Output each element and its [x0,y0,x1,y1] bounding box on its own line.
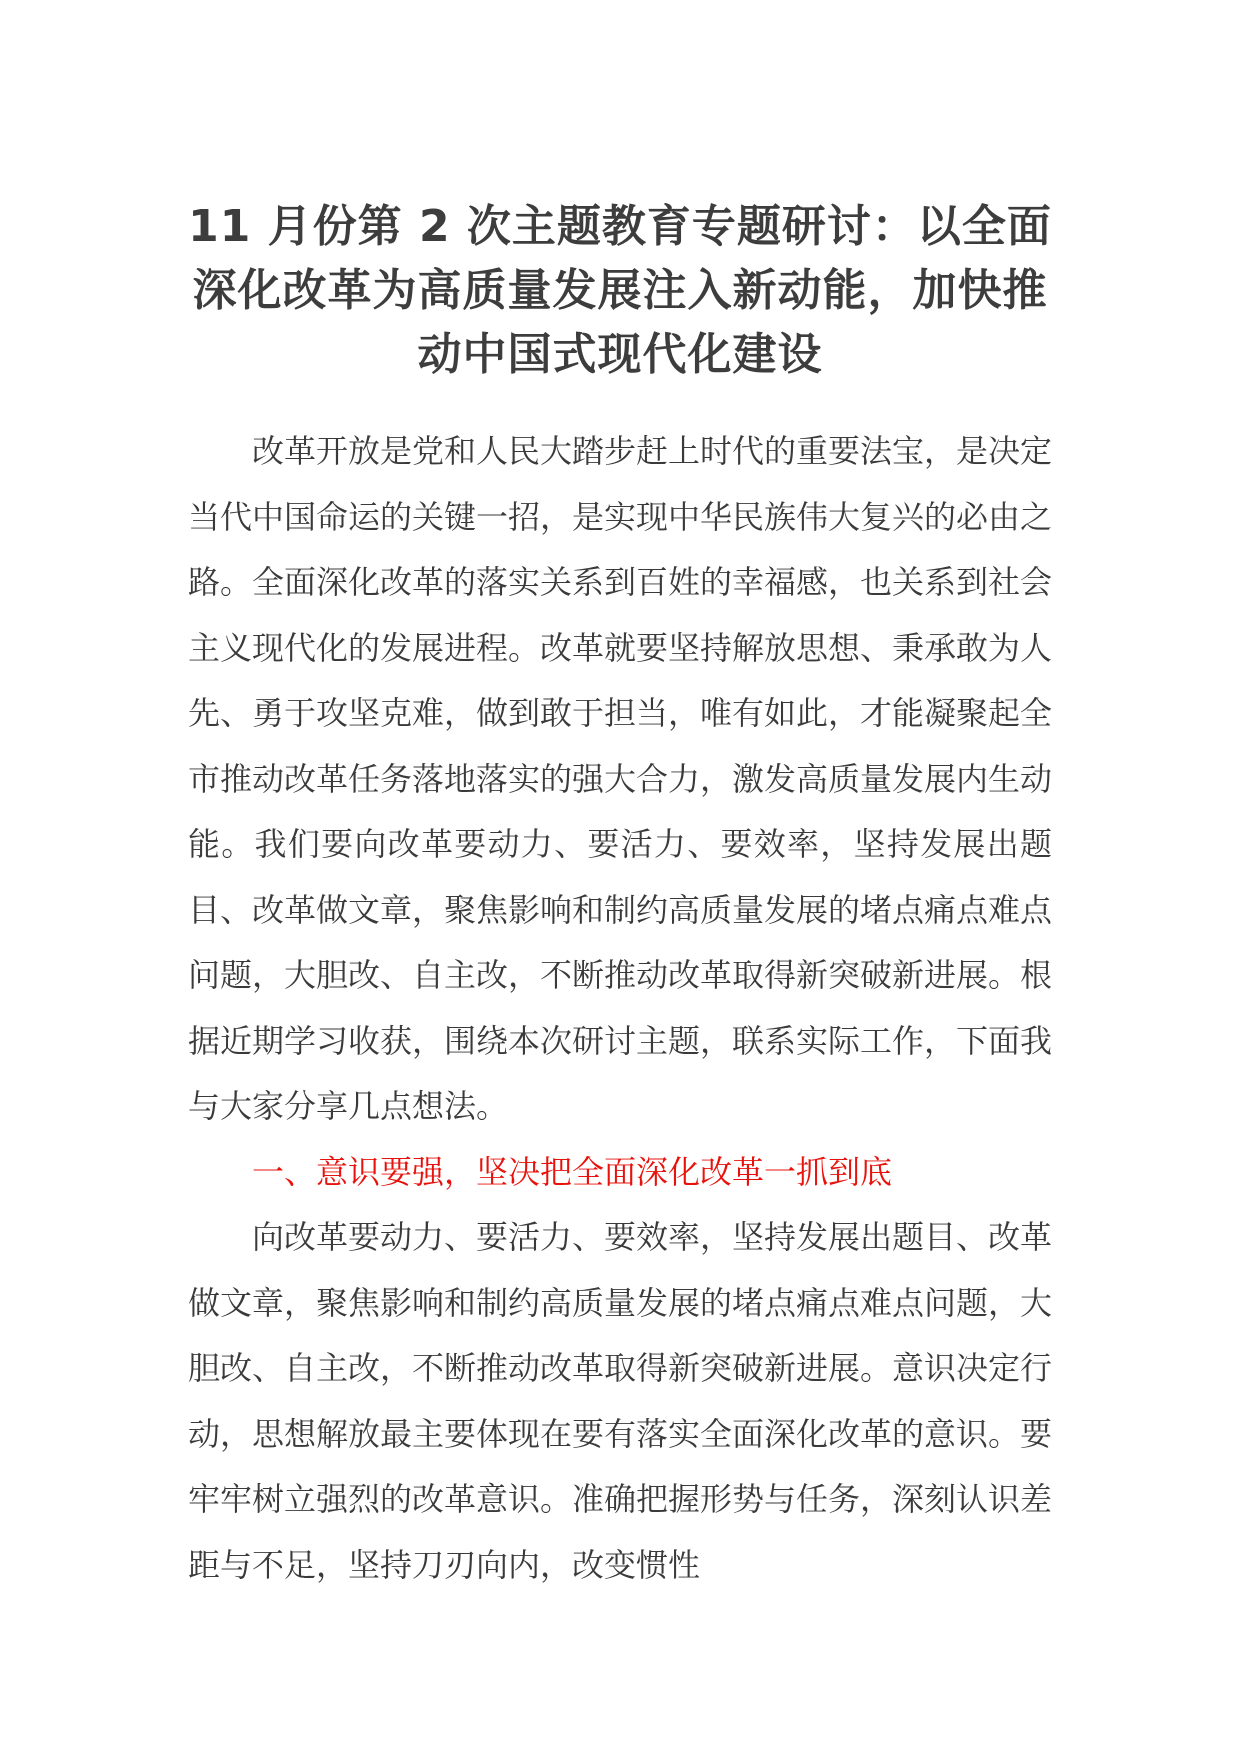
document-title: 11 月份第 2 次主题教育专题研讨：以全面深化改革为高质量发展注入新动能，加快推动中国式现代化建设 [188,201,1052,380]
section-1-paragraph: 向改革要动力、要活力、要效率，坚持发展出题目、改革做文章，聚焦影响和制约高质量发展的堵点痛点难点问题，大胆改、自主改，不断推动改革取得新突破新进展。意识决定行动，思想解放最主要体现在要有落实全面深化改革的意识。要牢牢树立强烈的改革意识。准确把握形势与任务，深刻认识差距与不足，坚持刀刃向内，改变惯性 [188,1218,1053,1584]
section-1-heading: 一、意识要强，坚决把全面深化改革一抓到底 [252,1152,893,1191]
document-page [188,195,1052,1598]
intro-paragraph: 改革开放是党和人民大踏步赶上时代的重要法宝，是决定当代中国命运的关键一招，是实现中华民族伟大复兴的必由之路。全面深化改革的落实关系到百姓的幸福感，也关系到社会主义现代化的发展进程。改革就要坚持解放思想、秉承敢为人先、勇于攻坚克难，做到敢于担当，唯有如此，才能凝聚起全市推动改革任务落地落实的强大合力，激发高质量发展内生动能。我们要向改革要动力、要活力、要效率，坚持发展出题目、改革做文章，聚焦影响和制约高质量发展的堵点痛点难点问题，大胆改、自主改，不断推动改革取得新突破新进展。根据近期学习收获，围绕本次研讨主题，联系实际工作，下面我与大家分享几点想法。 [188,432,1053,1125]
